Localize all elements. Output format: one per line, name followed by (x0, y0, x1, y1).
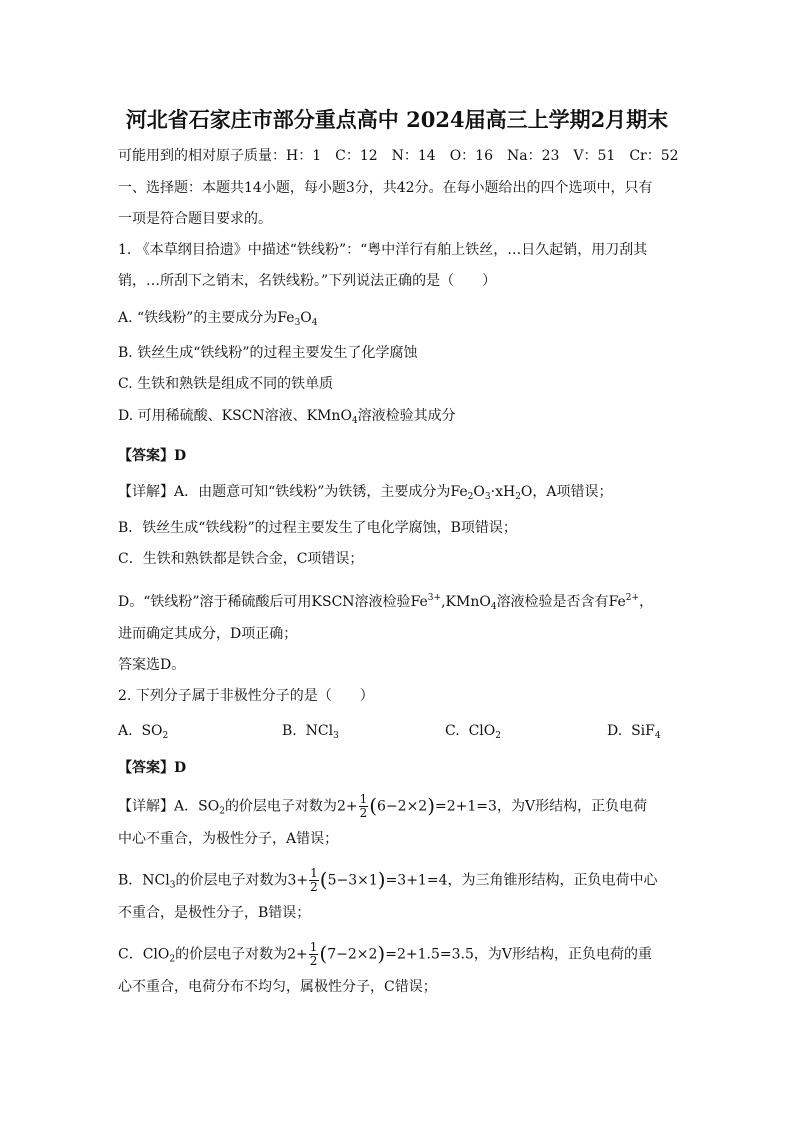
q2-exp-a-mid: 的价层电子对数为 (224, 798, 337, 815)
formula-fe3plus: $Fe^{3+},KMnO_4$ (410, 593, 497, 612)
q1-exp-a-text: 【详解】A．由题意可知“铁线粉”为铁锈，主要成分为 (118, 484, 451, 500)
q1-answer: 【答案】D (118, 448, 187, 464)
q2-option-b: B. NCl$_3$ (282, 723, 339, 741)
formula-fe3o4: $Fe_3O_4$ (277, 310, 318, 328)
q2-option-d-label: D. (607, 723, 623, 739)
q1-option-a-text: A. “铁线粉”的主要成分为 (118, 310, 278, 326)
q2-exp-c-mid: 的价层电子对数为 (175, 946, 288, 963)
q1-exp-a-suffix: ，A项错误； (532, 484, 613, 500)
formula-fe2plus: $Fe^{2+}$， (608, 593, 654, 610)
q1-option-c: C. 生铁和熟铁是组成不同的铁单质 (118, 376, 334, 392)
q1-option-a (118, 308, 318, 333)
q2-exp-b-mid: 的价层电子对数为 (175, 872, 288, 889)
fraction-half: $\frac{1}{2}$ (359, 792, 368, 820)
q2-answer: 【答案】D (118, 760, 187, 776)
q2-exp-c-suffix: ，为V形结构，正负电荷的重 (473, 946, 652, 963)
q1-option-d-text: D. 可用稀硫酸、KSCN溶液、KMnO (118, 408, 352, 424)
q1-option-b: B. 铁丝生成“铁线粉”的过程主要发生了化学腐蚀 (118, 345, 418, 361)
q2-explanation-c: C．ClO$_2$的价层电子对数为2+ $\frac{1}{2}$ (7−2×2)=2+1.5=3.5，为V形结构，正负电荷的重 (118, 940, 652, 968)
q1-explanation-b: B．铁丝生成“铁线粉”的过程主要发生了电化学腐蚀，B项错误； (118, 520, 517, 536)
q2-exp-b-suffix: ，为三角锥形结构，正负电荷中心 (447, 872, 658, 889)
q2-option-b-label: B. (282, 723, 297, 739)
atomic-masses: 可能用到的相对原子质量：H：1 C：12 N：14 O：16 Na：23 V：51 Cr：52 (118, 148, 679, 164)
q1-stem-line1: 1. 《本草纲目拾遗》中描述“铁线粉”：“粤中洋行有舶上铁丝，…日久起销，用刀刮其 (118, 242, 648, 258)
q1-explanation-d-line2: 进而确定其成分，D项正确； (118, 626, 298, 642)
q2-exp-a-prefix: 【详解】A． (118, 798, 199, 815)
q1-exp-d-mid: 溶液检验是否含有 (496, 594, 609, 610)
q2-option-c-label: C. (445, 723, 460, 739)
formula-fe2o3-xh2o: $Fe_2O_3\cdot xH_2O$ (450, 484, 533, 502)
q2-option-c: C. ClO$_2$ (445, 723, 501, 741)
q1-option-d: D. 可用稀硫酸、KSCN溶液、KMnO$_4$溶液检验其成分 (118, 408, 456, 426)
fraction-half: $\frac{1}{2}$ (309, 940, 318, 968)
q2-option-a: A. $SO_2$ (118, 723, 169, 741)
q2-exp-a-suffix: ，为V形结构，正负电荷 (496, 798, 648, 815)
q1-option-d-suffix: 溶液检验其成分 (357, 408, 456, 424)
q1-explanation-a (118, 482, 613, 507)
q2-explanation-b-line2: 不重合，是极性分子，B错误； (118, 905, 311, 921)
section-intro-line1: 一、选择题：本题共14小题，每小题3分，共42分。在每小题给出的四个选项中，只有 (118, 180, 653, 196)
page-title: 河北省石家庄市部分重点高中 2024届高三上学期2月期末 (125, 107, 669, 132)
q2-explanation-a: 【详解】A．$SO_2$的价层电子对数为2+ $\frac{1}{2}$ (6−2×2)=2+1=3，为V形结构，正负电荷 (118, 792, 648, 820)
q2-stem: 2. 下列分子属于非极性分子的是（ ） (118, 688, 374, 704)
q1-explanation-d (118, 588, 653, 617)
q2-explanation-b: B．NCl$_3$的价层电子对数为3+ $\frac{1}{2}$ (5−3×1)=3+1=4，为三角锥形结构，正负电荷中心 (118, 866, 658, 894)
q1-stem-line2: 销，…所刮下之销末，名铁线粉。”下列说法正确的是（ ） (118, 273, 497, 289)
fraction-half: $\frac{1}{2}$ (310, 866, 318, 894)
section-intro-line2: 一项是符合题目要求的。 (118, 211, 272, 227)
q1-explanation-c: C．生铁和熟铁都是铁合金，C项错误； (118, 551, 364, 567)
q2-explanation-c-line2: 心不重合，电荷分布不均匀，属极性分子，C错误； (118, 979, 437, 995)
q1-final-answer: 答案选D。 (118, 657, 186, 673)
q2-option-a-label: A. (118, 723, 133, 739)
q1-exp-d-text: D。“铁线粉”溶于稀硫酸后可用KSCN溶液检验 (118, 594, 411, 610)
q2-option-d: D. SiF$_4$ (607, 723, 661, 741)
q2-explanation-a-line2: 中心不重合，为极性分子，A错误； (118, 831, 339, 847)
